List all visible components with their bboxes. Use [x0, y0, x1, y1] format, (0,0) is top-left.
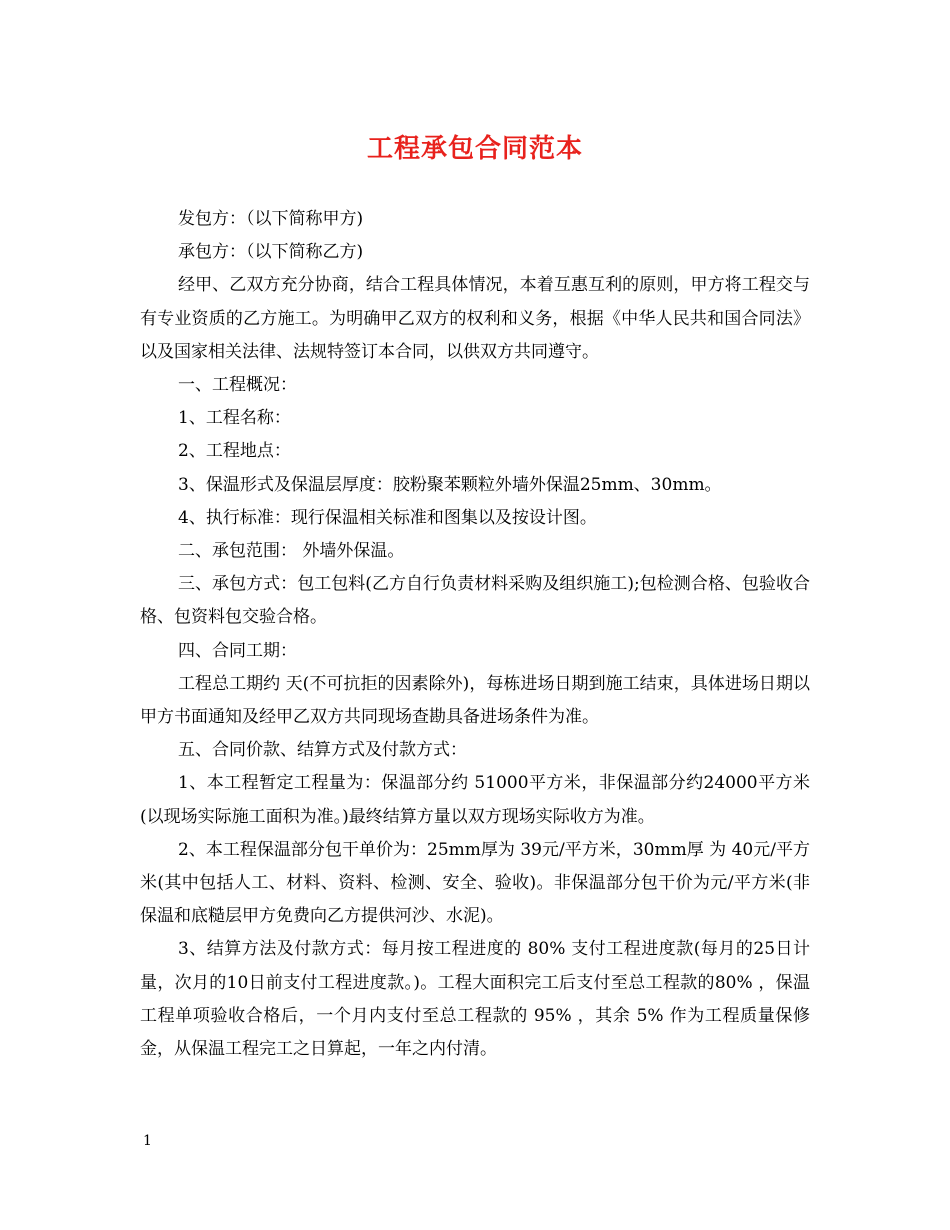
project-location-line: 2、工程地点：: [178, 441, 291, 462]
page-number: 1: [143, 1133, 152, 1149]
document-title: 工程承包合同范本: [366, 134, 583, 164]
payment-method-paragraph: 3、结算方法及付款方式：每月按工程进度的 80% 支付工程进度款(每月的25日计量，次月的10日前支付工程进度款。)。工程大面积完工后支付至总工程款的80% ，保温工程单项验收合格后，一个月内支付至总工程款的 95% ，其余 5% 作为工程质量保修金，从保温工程完工之日算起，一年之内付清。: [140, 939, 810, 1060]
section-heading-scope: 二、承包范围： 外墙外保温。: [178, 541, 405, 562]
duration-paragraph: 工程总工期约 天(不可抗拒的因素除外)，每栋进场日期到施工结束，具体进场日期以甲方书面通知及经甲乙双方共同现场查勘具备进场条件为准。: [140, 673, 810, 728]
party-a-line: 发包方：（以下简称甲方): [178, 209, 364, 229]
preamble-paragraph: 经甲、乙双方充分协商，结合工程具体情况，本着互惠互利的原则，甲方将工程交与有专业资质的乙方施工。为明确甲乙双方的权利和义务，根据《中华人民共和国合同法》以及国家相关法律、法规特签订本合同，以供双方共同遵守。: [140, 275, 810, 362]
quantity-paragraph: 1、本工程暂定工程量为：保温部分约 51000平方米，非保温部分约24000平方米(以现场实际施工面积为准。)最终结算方量以双方现场实际收方为准。: [140, 773, 810, 827]
unit-price-paragraph: 2、本工程保温部分包干单价为：25mm厚为 39元/平方米，30mm厚 为 40元/平方米(其中包括人工、材料、资料、检测、安全、验收)。非保温部分包干价为元/平方米(非保温和底糙层甲方免费向乙方提供河沙、水泥)。: [140, 839, 810, 927]
project-name-line: 1、工程名称：: [178, 408, 291, 429]
insulation-form-line: 3、保温形式及保温层厚度：胶粉聚苯颗粒外墙外保温25mm、30mm。: [178, 474, 722, 495]
section-heading-price-payment: 五、合同价款、结算方式及付款方式：: [178, 740, 467, 761]
standards-line: 4、执行标准：现行保温相关标准和图集以及按设计图。: [178, 507, 597, 528]
section-heading-contract-method: 三、承包方式：包工包料(乙方自行负责材料采购及组织施工);包检测合格、包验收合格、包资料包交验合格。: [140, 574, 810, 628]
party-b-line: 承包方：（以下简称乙方): [178, 242, 364, 263]
section-heading-project-overview: 一、工程概况：: [178, 375, 297, 396]
section-heading-duration: 四、合同工期：: [178, 640, 297, 661]
document-body: [140, 203, 810, 1066]
